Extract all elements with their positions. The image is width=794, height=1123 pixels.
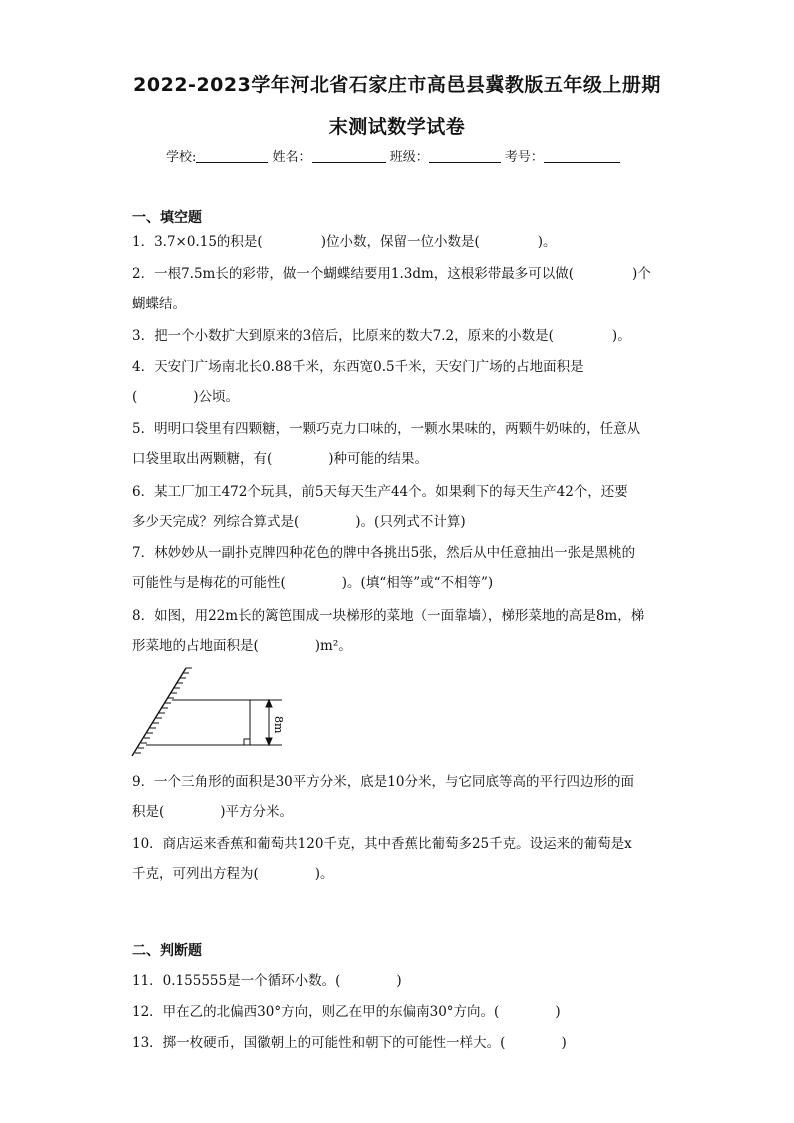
section-heading-fill-in: 一、填空题 [132,210,202,226]
height-dimension-arrow [266,700,272,745]
question-1: 1．3.7×0.15的积是( )位小数，保留一位小数是( )。 [132,234,557,250]
question-13: 13．掷一枚硬币，国徽朝上的可能性和朝下的可能性一样大。( ) [132,1035,567,1051]
question-6: 6．某工厂加工472个玩具，前5天每天生产44个。如果剩下的每天生产42个，还要 多少天完成？列综合算式是( )。(只列式不计算) [132,484,628,530]
trapezoid-garden-figure [128,664,288,760]
school-label: 学校: [166,150,197,165]
exam-title-line2: 末测试数学试卷 [328,116,466,138]
question-8: 8．如图，用22m长的篱笆围成一块梯形的菜地（一面靠墙），梯形菜地的高是8m，梯 形菜地的占地面积是( )m²。 [132,608,645,654]
question-9: 9．一个三角形的面积是30平方分米，底是10分米，与它同底等高的平行四边形的面 积是( )平方分米。 [132,774,634,820]
trapezoid-fence [146,700,282,745]
name-blank[interactable] [312,149,386,163]
question-11: 11．0.155555是一个循环小数。( ) [132,973,402,989]
question-4: 4．天安门广场南北长0.88千米，东西宽0.5千米，天安门广场的占地面积是 ( )公顷。 [132,359,584,405]
exam-title-line1: 2022-2023学年河北省石家庄市高邑县冀教版五年级上册期 [133,74,661,96]
question-2: 2．一根7.5m长的彩带，做一个蝴蝶结要用1.3dm，这根彩带最多可以做( )个 蝴蝶结。 [132,266,651,312]
id-label: 考号： [504,150,544,165]
question-7: 7．林妙妙从一副扑克牌四种花色的牌中各挑出5张，然后从中任意抽出一张是黑桃的 可能性与是梅花的可能性( )。(填“相等”或“不相等”) [132,545,636,591]
class-label: 班级： [389,150,429,165]
question-3: 3．把一个小数扩大到原来的3倍后，比原来的数大7.2，原来的小数是( )。 [132,328,631,344]
height-label: 8m [272,716,285,734]
section-heading-true-false: 二、判断题 [132,943,202,959]
question-12: 12．甲在乙的北偏西30°方向，则乙在甲的东偏南30°方向。( ) [132,1004,561,1020]
id-blank[interactable] [544,149,620,163]
name-label: 姓名： [272,150,312,165]
class-blank[interactable] [429,149,501,163]
wall-hatching [132,668,192,756]
school-blank[interactable] [196,149,268,163]
question-5: 5．明明口袋里有四颗糖，一颗巧克力口味的，一颗水果味的，两颗牛奶味的，任意从 口袋里取出两颗糖，有( )种可能的结果。 [132,421,641,467]
question-10: 10．商店运来香蕉和葡萄共120千克，其中香蕉比葡萄多25千克。设运来的葡萄是x 千克，可列出方程为( )。 [132,836,632,882]
student-info-row [166,146,620,165]
